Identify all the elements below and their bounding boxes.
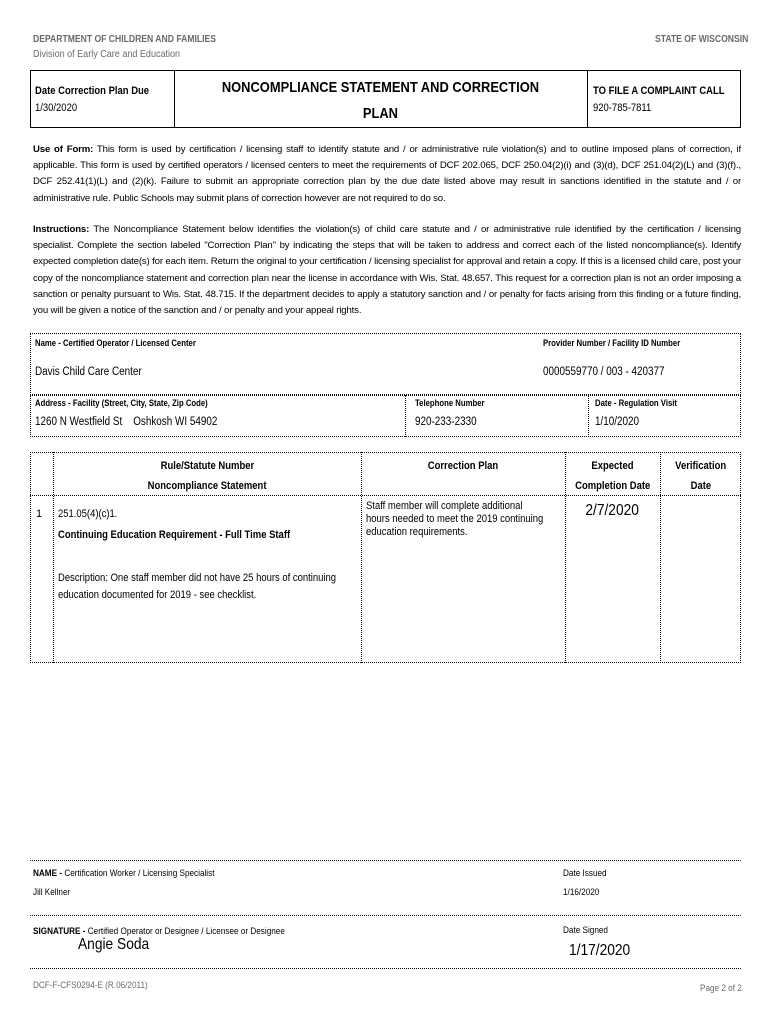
title-divider-right — [587, 70, 588, 128]
address-divider-1 — [405, 395, 406, 437]
state-label: STATE OF WISCONSIN — [655, 34, 749, 45]
visit-date-label: Date - Regulation Visit — [595, 398, 678, 408]
page-number: Page 2 of 2 — [700, 983, 742, 994]
worker-name-label: NAME - Certification Worker / Licensing Specialist — [33, 868, 215, 879]
signoff-mid-rule — [30, 915, 741, 916]
use-of-form-paragraph — [33, 142, 741, 207]
due-date-label: Date Correction Plan Due — [35, 85, 150, 97]
complaint-label: TO FILE A COMPLAINT CALL — [593, 85, 725, 97]
signoff-bottom-rule — [30, 968, 741, 969]
noncompliance-description: Description: One staff member did not have 25 hours of continuing education documented for 2019 - see checklist. — [58, 572, 337, 601]
instructions-label: Instructions: — [33, 224, 90, 235]
rule-number: 251.05(4)(c)1. — [58, 508, 118, 520]
date-issued-value: 1/16/2020 — [563, 887, 600, 898]
date-signed-value[interactable]: 1/17/2020 — [569, 942, 631, 959]
department-name: DEPARTMENT OF CHILDREN AND FAMILIES — [33, 34, 216, 45]
telephone-value: 920-233-2330 — [415, 416, 477, 428]
visit-date-value: 1/10/2020 — [595, 416, 640, 428]
address-label: Address - Facility (Street, City, State, Zip Code) — [35, 398, 208, 408]
worker-name-value: Jill Kellner — [33, 887, 71, 898]
signoff-top-rule — [30, 860, 741, 861]
division-name: Division of Early Care and Education — [33, 48, 181, 60]
col-header-rule: Rule/Statute Number Noncompliance Statement — [147, 460, 267, 492]
table-col-divider-2 — [361, 452, 362, 663]
instructions-text: The Noncompliance Statement below identifies the violation(s) of child care statute and / or administrative rule identified by the certification / licensing specialist. Complete the section labeled "Correction Plan" by indicating the steps that will be taken to address and correct each of the listed noncompliance(s). Identify expected completion date(s) for each item. Return the original to your certification / licensing specialist for approval and retain a copy. If this is a licensed child care, post your copy of the noncompliance statement and correction plan near the license in accordance with Wis. Stat. 48.657. This request for a correction plan is not an order imposing a sanction or penalty pursuant to Wis. Stat. 48.715. If the department decides to apply a statutory sanction and / or penalty for facts arising from this finding or a future finding, you will be given a notice of the sanction and / or penalty and your appeal rights. — [33, 224, 741, 317]
telephone-label: Telephone Number — [415, 398, 485, 408]
use-of-form-label: Use of Form: — [33, 144, 94, 155]
signature-value[interactable]: Angie Soda — [78, 936, 150, 953]
address-divider-2 — [588, 395, 589, 437]
signature-label: SIGNATURE - Certified Operator or Designee / Licensee or Designee — [33, 926, 285, 937]
provider-id-value: 0000559770 / 003 - 420377 — [543, 366, 665, 378]
correction-plan-text[interactable]: Staff member will complete additional hours needed to meet the 2019 continuing education requirements. — [366, 500, 544, 538]
row-number: 1 — [36, 508, 43, 520]
provider-id-label: Provider Number / Facility ID Number — [543, 338, 681, 348]
due-date-value: 1/30/2020 — [35, 102, 78, 114]
expected-completion-date[interactable]: 2/7/2020 — [585, 502, 640, 519]
provider-name-value: Davis Child Care Center — [35, 366, 142, 378]
address-value: 1260 N Westfield St Oshkosh WI 54902 — [35, 416, 218, 428]
date-issued-label: Date Issued — [563, 868, 607, 879]
use-of-form-text: This form is used by certification / licensing staff to identify statute and / or administrative rule violation(s) and to outline imposed plans of correction, if applicable. This form is used by certified operators / licensed centers to meet the requirements of DCF 202.065, DCF 250.04(2)(i) and (3)(d), DCF 251.04(2)(L) and (3)(f)., DCF 252.41(1)(L) and (2)(k). Failure to submit an appropriate correction plan by the due date listed above may result in sanctions identified in the statute and / or administrative rule. Public Schools may submit plans of correction however are not required to do so. — [33, 144, 742, 204]
col-header-verification: Verification Date — [674, 460, 726, 492]
form-title: NONCOMPLIANCE STATEMENT AND CORRECTION PLAN — [221, 79, 540, 122]
instructions-paragraph — [33, 222, 741, 319]
form-id: DCF-F-CFS0294-E (R.06/2011) — [33, 980, 148, 991]
provider-name-label: Name - Certified Operator / Licensed Center — [35, 338, 196, 348]
date-signed-label: Date Signed — [563, 925, 608, 936]
noncompliance-title: Continuing Education Requirement - Full Time Staff — [58, 529, 291, 541]
col-header-expected: Expected Completion Date — [574, 460, 651, 492]
col-header-plan: Correction Plan — [427, 460, 499, 472]
complaint-phone: 920-785-7811 — [593, 102, 652, 114]
